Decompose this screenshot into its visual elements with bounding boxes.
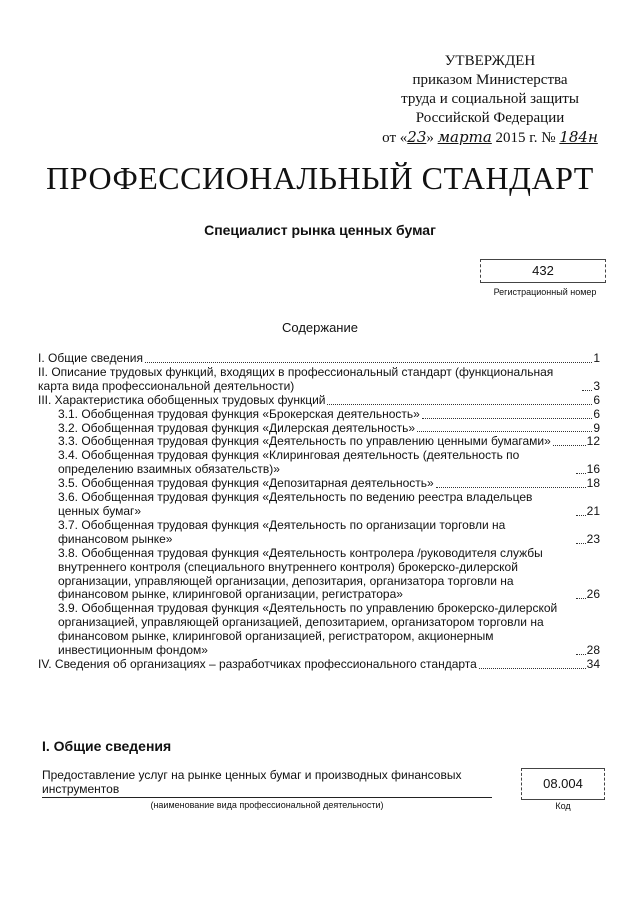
toc-entry	[38, 491, 600, 519]
activity-kind-underline	[42, 797, 492, 798]
toc-page-number: 28	[586, 643, 600, 658]
registration-number-label: Регистрационный номер	[493, 287, 597, 297]
toc-entry	[38, 547, 600, 603]
toc-page-number: 6	[593, 392, 600, 407]
toc-entry-text: 3.8. Обобщенная трудовая функция «Деятельность контролера /руководителя службы внутреннего контроля (специального внутреннего контроля) брокерско-дилерской организации, управляющей организации, депозитария, организатора торговли на финансовом рынке, клиринговой организации, регистратора»	[58, 545, 543, 602]
toc-page-number: 26	[586, 587, 600, 602]
approval-block	[370, 52, 610, 148]
toc-page-number: 23	[586, 531, 600, 546]
document-title: ПРОФЕССИОНАЛЬНЫЙ СТАНДАРТ	[46, 160, 594, 196]
toc-entry-text: 3.2. Обобщенная трудовая функция «Дилерская деятельность»	[58, 420, 416, 435]
table-of-contents	[38, 352, 600, 672]
toc-page-number: 6	[593, 406, 600, 421]
toc-entry-text: 3.6. Обобщенная трудовая функция «Деятельность по ведению реестра владельцев ценных бумаг»	[58, 490, 533, 518]
toc-entry-text: 3.3. Обобщенная трудовая функция «Деятельность по управлению ценными бумагами»	[58, 434, 551, 449]
toc-page-number: 21	[586, 503, 600, 518]
toc-page-number: 34	[586, 656, 600, 671]
toc-entry-text: 3.4. Обобщенная трудовая функция «Клиринговая деятельность (деятельность по определению взаимных обязательств)»	[58, 448, 520, 477]
activity-code-label: Код	[555, 801, 571, 811]
registration-number-box: 432	[480, 259, 606, 283]
approval-ministry: труда и социальной защиты	[401, 91, 579, 107]
toc-entry	[38, 519, 600, 547]
toc-leader-dots	[479, 668, 586, 669]
toc-entry	[38, 394, 600, 408]
toc-entry	[38, 658, 600, 672]
toc-leader-dots	[582, 390, 592, 391]
approval-federation: Российской Федерации	[415, 110, 565, 126]
toc-leader-dots	[576, 515, 586, 516]
toc-entry-text: I. Общие сведения	[38, 351, 143, 365]
toc-entry	[38, 435, 600, 449]
toc-entry-text: 3.9. Обобщенная трудовая функция «Деятельность по управлению брокерско-дилерской организацией, управляющей организацией, депозитарием, организатором торговли на финансовом рынке, клиринговой организацией, регистратором, акционерным инвестиционным фондом»	[58, 601, 558, 658]
section-heading: I. Общие сведения	[42, 738, 172, 754]
toc-entry	[38, 602, 600, 658]
toc-leader-dots	[327, 404, 592, 405]
toc-entry-text: III. Характеристика обобщенных трудовых функций	[38, 392, 326, 407]
toc-leader-dots	[436, 487, 586, 488]
toc-entry-text: IV. Сведения об организациях – разработчиках профессионального стандарта	[38, 656, 477, 671]
approval-month: марта	[437, 128, 492, 146]
approval-status: УТВЕРЖДЕН	[444, 53, 536, 69]
toc-entry	[38, 366, 600, 394]
activity-code-box: 08.004	[521, 768, 605, 800]
toc-entry-text: II. Описание трудовых функций, входящих в профессиональный стандарт (функциональная карта вида профессиональной деятельности)	[38, 364, 554, 393]
toc-leader-dots	[576, 654, 586, 655]
toc-entry-text: 3.1. Обобщенная трудовая функция «Брокерская деятельность»	[58, 406, 420, 421]
activity-kind: Предоставление услуг на рынке ценных бумаг и производных финансовых инструментов	[42, 768, 462, 796]
approval-order: приказом Министерства	[412, 72, 568, 88]
approval-number: 184н	[559, 128, 598, 146]
toc-entry-text: 3.5. Обобщенная трудовая функция «Депозитарная деятельность»	[58, 476, 434, 491]
toc-leader-dots	[417, 431, 592, 432]
toc-page-number: 9	[593, 420, 600, 435]
toc-entry	[38, 422, 600, 436]
toc-entry	[38, 352, 600, 366]
toc-leader-dots	[553, 445, 586, 446]
toc-page-number: 16	[586, 462, 600, 477]
toc-leader-dots	[576, 598, 586, 599]
toc-heading: Содержание	[282, 320, 358, 335]
toc-leader-dots	[145, 362, 592, 363]
toc-page-number: 12	[586, 434, 600, 449]
activity-kind-label: (наименование вида профессиональной деятельности)	[150, 800, 384, 810]
approval-day: 23	[407, 128, 427, 146]
toc-entry	[38, 477, 600, 491]
toc-leader-dots	[422, 418, 593, 419]
toc-page-number: 3	[593, 378, 600, 393]
toc-page-number: 18	[586, 476, 600, 491]
approval-date: от «23» марта 2015 г. № 184н	[382, 128, 598, 146]
toc-page-number: 1	[593, 351, 600, 365]
toc-entry	[38, 449, 600, 477]
toc-entry-text: 3.7. Обобщенная трудовая функция «Деятельность по организации торговли на финансовом рынке»	[58, 517, 506, 546]
toc-leader-dots	[576, 543, 586, 544]
toc-leader-dots	[576, 473, 586, 474]
standard-name: Специалист рынка ценных бумаг	[204, 222, 436, 238]
toc-entry	[38, 408, 600, 422]
